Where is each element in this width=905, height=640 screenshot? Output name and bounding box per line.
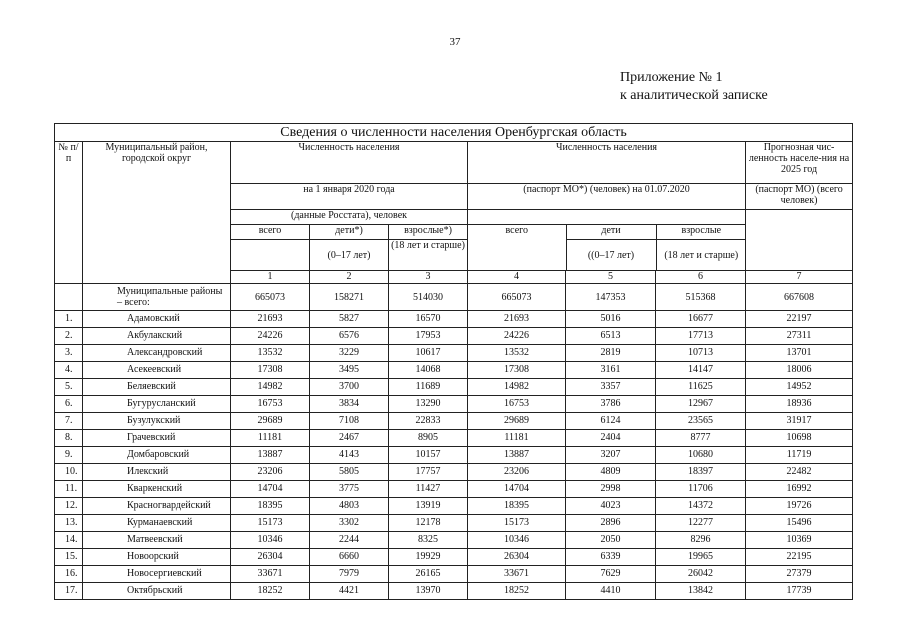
table-cell: 4143	[310, 447, 389, 464]
table-cell: 18252	[468, 583, 566, 600]
table-cell: 27311	[746, 328, 853, 345]
column-number: 3	[389, 271, 468, 284]
row-number: 8.	[55, 430, 83, 447]
table-cell: 14147	[656, 362, 746, 379]
table-cell: 3357	[566, 379, 656, 396]
table-row	[55, 532, 853, 549]
table-cell: 8296	[656, 532, 746, 549]
table-cell: 13532	[468, 345, 566, 362]
table-row	[55, 311, 853, 328]
table-cell: 11706	[656, 481, 746, 498]
table-cell: 16753	[468, 396, 566, 413]
row-number: 14.	[55, 532, 83, 549]
table-cell: 26304	[468, 549, 566, 566]
passport-spacer	[468, 210, 746, 225]
header-total-1: всего	[231, 225, 310, 240]
table-cell: 11689	[389, 379, 468, 396]
table-cell: 29689	[468, 413, 566, 430]
header-forecast-source: (паспорт МО) (всего человек)	[746, 184, 853, 210]
table-cell: 2467	[310, 430, 389, 447]
table-row	[55, 345, 853, 362]
table-cell: 3302	[310, 515, 389, 532]
table-cell: 18936	[746, 396, 853, 413]
table-cell: 6339	[566, 549, 656, 566]
table-cell: 2244	[310, 532, 389, 549]
row-number: 5.	[55, 379, 83, 396]
row-number: 13.	[55, 515, 83, 532]
table-cell: 3775	[310, 481, 389, 498]
table-cell: 4410	[566, 583, 656, 600]
appendix-line-1: Приложение № 1	[620, 70, 723, 85]
table-cell: 12178	[389, 515, 468, 532]
header-children-1: дети*)	[310, 225, 389, 240]
table-cell: 14982	[468, 379, 566, 396]
header-adults-2: взрослые	[656, 225, 746, 240]
table-cell: 3834	[310, 396, 389, 413]
table-cell: 17953	[389, 328, 468, 345]
table-cell: 10346	[231, 532, 310, 549]
table-cell: 3229	[310, 345, 389, 362]
table-row	[55, 362, 853, 379]
header-adults-1: взрослые*)	[389, 225, 468, 240]
table-cell: 15173	[231, 515, 310, 532]
table-cell: 18397	[656, 464, 746, 481]
table-cell: 2819	[566, 345, 656, 362]
table-cell: 6576	[310, 328, 389, 345]
row-number: 12.	[55, 498, 83, 515]
municipality-name: Октябрьский	[83, 583, 231, 600]
municipality-name: Асекеевский	[83, 362, 231, 379]
table-cell: 22482	[746, 464, 853, 481]
municipality-name: Бузулукский	[83, 413, 231, 430]
table-cell: 15173	[468, 515, 566, 532]
table-cell: 14982	[231, 379, 310, 396]
appendix-heading	[620, 69, 768, 105]
table-cell: 5805	[310, 464, 389, 481]
municipality-name: Курманаевский	[83, 515, 231, 532]
row-number: 15.	[55, 549, 83, 566]
table-cell: 10680	[656, 447, 746, 464]
table-cell: 18395	[468, 498, 566, 515]
municipality-name: Новоорский	[83, 549, 231, 566]
table-row	[55, 583, 853, 600]
table-cell: 12277	[656, 515, 746, 532]
table-cell: 7108	[310, 413, 389, 430]
table-cell: 22197	[746, 311, 853, 328]
table-cell: 11181	[231, 430, 310, 447]
table-cell: 8325	[389, 532, 468, 549]
row-number: 11.	[55, 481, 83, 498]
table-cell: 14952	[746, 379, 853, 396]
table-cell: 10369	[746, 532, 853, 549]
table-cell: 23565	[656, 413, 746, 430]
municipality-name: Красногвардейский	[83, 498, 231, 515]
row-number: 16.	[55, 566, 83, 583]
header-children-2-range: ((0–17 лет)	[566, 240, 656, 271]
column-number: 1	[231, 271, 310, 284]
table-cell: 667608	[746, 284, 853, 311]
table-cell: 15496	[746, 515, 853, 532]
table-cell: 3495	[310, 362, 389, 379]
table-cell: 3207	[566, 447, 656, 464]
table-row	[55, 498, 853, 515]
header-rosstat-date: на 1 января 2020 года	[231, 184, 468, 210]
table-cell: 14372	[656, 498, 746, 515]
table-cell: 19929	[389, 549, 468, 566]
header-forecast: Прогнозная чис-ленность населе-ния на 2025 год	[746, 142, 853, 184]
header-adults-1-range: (18 лет и старше)	[389, 240, 468, 271]
table-cell: 5827	[310, 311, 389, 328]
table-row	[55, 328, 853, 345]
table-cell: 22195	[746, 549, 853, 566]
table-cell: 2998	[566, 481, 656, 498]
table-cell: 14704	[468, 481, 566, 498]
table-row	[55, 481, 853, 498]
table-cell: 16677	[656, 311, 746, 328]
municipality-name: Матвеевский	[83, 532, 231, 549]
table-cell: 13842	[656, 583, 746, 600]
table-cell: 17308	[468, 362, 566, 379]
table-cell: 10157	[389, 447, 468, 464]
table-cell: 16992	[746, 481, 853, 498]
table-cell: 5016	[566, 311, 656, 328]
municipality-name: Акбулакский	[83, 328, 231, 345]
table-row	[55, 396, 853, 413]
table-cell: 21693	[231, 311, 310, 328]
table-cell: 17757	[389, 464, 468, 481]
row-number: 2.	[55, 328, 83, 345]
column-number: 4	[468, 271, 566, 284]
table-cell: 6124	[566, 413, 656, 430]
table-cell: 19726	[746, 498, 853, 515]
table-cell: 18006	[746, 362, 853, 379]
header-children-2: дети	[566, 225, 656, 240]
municipality-name: Беляевский	[83, 379, 231, 396]
table-cell: 24226	[231, 328, 310, 345]
population-table	[54, 123, 853, 600]
table-row	[55, 379, 853, 396]
municipality-name: Илекский	[83, 464, 231, 481]
column-number: 5	[566, 271, 656, 284]
total-row	[55, 284, 853, 311]
table-cell: 10346	[468, 532, 566, 549]
table-cell: 10713	[656, 345, 746, 362]
table-cell: 10617	[389, 345, 468, 362]
municipality-name: Грачевский	[83, 430, 231, 447]
header-adults-2-range: (18 лет и старше)	[664, 249, 739, 261]
table-cell: 3161	[566, 362, 656, 379]
header-passport-blank	[468, 210, 746, 271]
table-cell: 2050	[566, 532, 656, 549]
table-cell: 158271	[310, 284, 389, 311]
header-total-1-blank	[231, 240, 310, 271]
table-cell: 13970	[389, 583, 468, 600]
table-cell: 17308	[231, 362, 310, 379]
table-cell: 17713	[656, 328, 746, 345]
table-cell: 514030	[389, 284, 468, 311]
table-cell: 26165	[389, 566, 468, 583]
header-number: № п/п	[55, 142, 83, 284]
table-cell: 33671	[231, 566, 310, 583]
header-rosstat-source: (данные Росстата), человек	[231, 210, 468, 225]
row-number: 6.	[55, 396, 83, 413]
table-cell: 11625	[656, 379, 746, 396]
table-row	[55, 447, 853, 464]
total-row-number	[55, 284, 83, 311]
table-cell: 665073	[468, 284, 566, 311]
total-row-name: Муниципальные районы – всего:	[83, 284, 231, 311]
row-number: 4.	[55, 362, 83, 379]
header-children-1-range: (0–17 лет)	[310, 240, 389, 271]
municipality-name: Бугурусланский	[83, 396, 231, 413]
table-cell: 10698	[746, 430, 853, 447]
row-number: 7.	[55, 413, 83, 430]
row-number: 3.	[55, 345, 83, 362]
table-row	[55, 464, 853, 481]
table-cell: 4421	[310, 583, 389, 600]
column-number: 7	[746, 271, 853, 284]
table-cell: 11719	[746, 447, 853, 464]
table-row	[55, 413, 853, 430]
table-cell: 33671	[468, 566, 566, 583]
municipality-name: Новосергиевский	[83, 566, 231, 583]
table-cell: 515368	[656, 284, 746, 311]
table-cell: 23206	[231, 464, 310, 481]
appendix-line-2: к аналитической записке	[620, 88, 768, 103]
table-cell: 19965	[656, 549, 746, 566]
passport-subheader	[468, 210, 746, 270]
municipality-name: Александровский	[83, 345, 231, 362]
table-row	[55, 566, 853, 583]
table-cell: 31917	[746, 413, 853, 430]
header-population-passport: Численность населения	[468, 142, 746, 184]
table-cell: 18252	[231, 583, 310, 600]
table-cell: 16753	[231, 396, 310, 413]
table-title: Сведения о численности населения Оренбургская область	[55, 124, 853, 142]
municipality-name: Кваркенский	[83, 481, 231, 498]
header-forecast-blank	[746, 210, 853, 271]
header-municipality: Муниципальный район, городской округ	[83, 142, 231, 284]
row-number: 1.	[55, 311, 83, 328]
table-cell: 13532	[231, 345, 310, 362]
table-cell: 14704	[231, 481, 310, 498]
table-row	[55, 430, 853, 447]
table-cell: 3700	[310, 379, 389, 396]
table-cell: 8905	[389, 430, 468, 447]
table-cell: 8777	[656, 430, 746, 447]
table-cell: 7629	[566, 566, 656, 583]
table-row	[55, 515, 853, 532]
municipality-name: Домбаровский	[83, 447, 231, 464]
table-cell: 12967	[656, 396, 746, 413]
table-cell: 14068	[389, 362, 468, 379]
table-cell: 21693	[468, 311, 566, 328]
table-cell: 13919	[389, 498, 468, 515]
table-cell: 3786	[566, 396, 656, 413]
table-cell: 4809	[566, 464, 656, 481]
table-cell: 18395	[231, 498, 310, 515]
table-cell: 17739	[746, 583, 853, 600]
table-cell: 24226	[468, 328, 566, 345]
table-cell: 27379	[746, 566, 853, 583]
row-number: 10.	[55, 464, 83, 481]
table-cell: 2404	[566, 430, 656, 447]
column-number: 6	[656, 271, 746, 284]
header-passport-date: (паспорт МО*) (человек) на 01.07.2020	[468, 184, 746, 210]
table-cell: 6513	[566, 328, 656, 345]
table-cell: 6660	[310, 549, 389, 566]
table-cell: 26042	[656, 566, 746, 583]
table-cell: 11427	[389, 481, 468, 498]
page-number: 37	[449, 36, 461, 48]
table-cell: 4803	[310, 498, 389, 515]
row-number: 9.	[55, 447, 83, 464]
table-cell: 665073	[231, 284, 310, 311]
municipality-name: Адамовский	[83, 311, 231, 328]
table-cell: 2896	[566, 515, 656, 532]
table-cell: 13290	[389, 396, 468, 413]
header-population-rosstat: Численность населения	[231, 142, 468, 184]
table-cell: 7979	[310, 566, 389, 583]
header-total-2: всего	[468, 225, 566, 271]
row-number: 17.	[55, 583, 83, 600]
table-cell: 11181	[468, 430, 566, 447]
table-cell: 13887	[231, 447, 310, 464]
table-cell: 16570	[389, 311, 468, 328]
table-cell: 4023	[566, 498, 656, 515]
table-cell: 23206	[468, 464, 566, 481]
table-row	[55, 549, 853, 566]
table-cell: 22833	[389, 413, 468, 430]
table-cell: 147353	[566, 284, 656, 311]
column-number: 2	[310, 271, 389, 284]
table-cell: 29689	[231, 413, 310, 430]
table-cell: 13701	[746, 345, 853, 362]
table-cell: 26304	[231, 549, 310, 566]
table-cell: 13887	[468, 447, 566, 464]
